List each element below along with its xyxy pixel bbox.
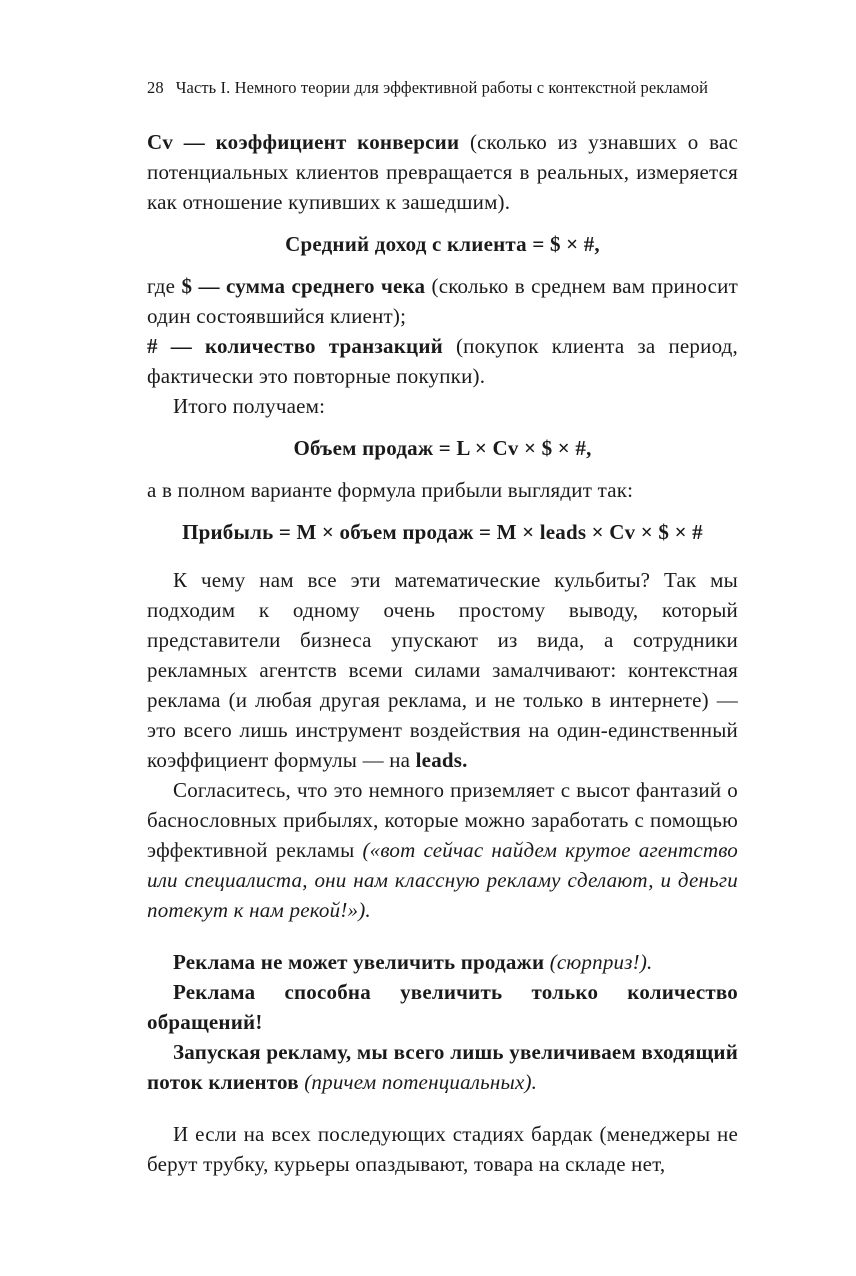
statement-no-sales [147,947,738,977]
paragraph-cv [147,127,738,217]
formula-text: Объем продаж = L × Cv × $ × #, [293,436,592,460]
formula-sales-volume [147,433,738,463]
paragraph-transactions [147,331,738,391]
paragraph-text: (покупок клиента за период, фактически это повторные покупки). [147,334,739,388]
term-check: $ — сумма среднего чека [181,274,426,298]
statement-bold: Запуская рекламу, мы всего лишь увеличиваем входящий поток клиентов [147,1040,738,1094]
formula-text: Средний доход с клиента = $ × #, [285,232,600,256]
formula-average-income [147,229,738,259]
paragraph-text: Согласитесь, что это немного приземляет с высот фантазий о баснословных прибылях, которые можно заработать с помощью эффективной рекламы [147,778,738,862]
statement-italic: (причем потенциальных). [298,1070,538,1094]
statement-requests [147,977,738,1037]
paragraph-fantasies [147,775,738,925]
term-leads: leads. [415,748,468,772]
paragraph-text: где [147,274,182,298]
paragraph-text: К чему нам все эти математические кульбиты? Так мы подходим к одному очень простому выводу, который представители бизнеса упускают из вида, а сотрудники рекламных агентств всеми силами замалчивают: контекстная реклама (и любая другая реклама, и не только в интернете) — это всего лишь инструмент воздействия на один-единственный коэффициент формулы — на [147,568,738,772]
formula-text: Прибыль = М × объем продаж = М × leads × Cv × $ × # [182,520,703,544]
running-head [147,77,741,99]
paragraph-check [147,271,738,331]
paragraph-text: (сколько в среднем вам приносит один состоявшийся клиент); [147,274,738,328]
running-title: Часть I. Немного теории для эффективной работы с контекстной рекламой [175,78,709,97]
paragraph-text: (сколько из узнавших о вас потенциальных клиентов превращается в реальных, измеряется как отношение купивших к зашедшим). [147,130,738,214]
statement-inflow [147,1037,738,1097]
term-transactions: # — количество транзакций [147,334,443,358]
statement-bold: Реклама способна увеличить только количество обращений! [147,980,738,1034]
paragraph-conclusion [147,565,738,775]
statement-italic: (сюрприз!). [544,950,653,974]
paragraph-full-formula: а в полном варианте формула прибыли выглядит так: [147,478,634,502]
page-number: 28 [147,78,164,97]
quote-italic: («вот сейчас найдем крутое агентство или специалиста, они нам классную рекламу сделают, и деньги потекут к нам рекой!»). [147,838,738,922]
paragraph-total: Итого получаем: [173,394,326,418]
formula-profit [147,517,738,547]
statement-bold: Реклама не может увеличить продажи [173,950,545,974]
term-cv: Cv — коэффициент конверсии [147,130,460,154]
page-body [147,127,738,1179]
paragraph-chaos: И если на всех последующих стадиях бардак (менеджеры не берут трубку, курьеры опаздывают, товара на складе нет, [147,1122,738,1176]
